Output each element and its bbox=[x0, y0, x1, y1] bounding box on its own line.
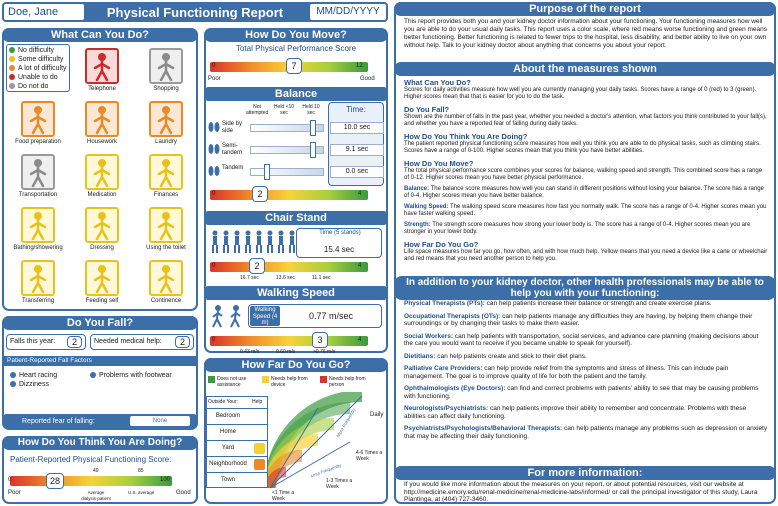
legend-label: Unable to do bbox=[18, 74, 58, 81]
far-row-label: Home bbox=[219, 429, 236, 435]
chair-max: 4 bbox=[358, 263, 362, 269]
factor-heart-racing bbox=[10, 372, 57, 380]
far-legend-none bbox=[208, 376, 258, 388]
walking-person-icon bbox=[210, 304, 246, 328]
balance-row bbox=[206, 162, 386, 182]
section-text: Life space measures how far you go, how often, and with how much help. Yellow means that you need a device like a cane or wheelchair and red means that you need another person to help you. bbox=[404, 249, 768, 262]
balance-row bbox=[206, 140, 386, 160]
task-label: Using the toilet bbox=[146, 245, 186, 251]
task-housework bbox=[72, 101, 132, 151]
self-report-poor: Poor bbox=[8, 490, 21, 496]
about-title: About the measures shown bbox=[394, 62, 776, 76]
balance-bar bbox=[210, 190, 368, 200]
chair-time: 15.4 sec bbox=[323, 245, 355, 254]
self-report-tick-label-85: U.S. average bbox=[128, 490, 155, 495]
measure-section bbox=[404, 78, 768, 101]
walking-bar bbox=[210, 336, 368, 346]
far-legend-label: Does not use assistance bbox=[217, 376, 247, 388]
professional-item bbox=[404, 385, 768, 400]
balance-max: 4 bbox=[358, 191, 362, 197]
task-label: Dressing bbox=[90, 245, 114, 251]
fall-factors-title: Patient-Reported Fall Factors bbox=[4, 356, 196, 366]
task-label: Housework bbox=[86, 139, 117, 145]
feet-icon bbox=[208, 142, 220, 156]
professional-name: Ophthalmologists (Eye Doctors): bbox=[404, 385, 506, 392]
freq-daily: Daily bbox=[370, 412, 384, 418]
tpps-min: 0 bbox=[212, 63, 216, 69]
tpps-good: Good bbox=[360, 76, 375, 82]
section-text: The strength score measures how strong your lower body is. The score has a range of 0-4. Higher scores mean you are stronger in your lower body. bbox=[404, 222, 751, 235]
balance-row-label: Side by side bbox=[222, 121, 243, 134]
chair-stand-person-icon bbox=[265, 230, 275, 254]
balance-row-label: Semi-tandem bbox=[222, 143, 243, 156]
chair-stand-person-icon bbox=[232, 230, 242, 254]
task-bathing-showering bbox=[8, 207, 68, 257]
self-report-tick-85: 85 bbox=[138, 468, 144, 474]
task-label: Laundry bbox=[155, 139, 177, 145]
green-square-icon bbox=[208, 376, 215, 383]
helper-icon bbox=[254, 459, 265, 470]
far-legend-label: Needs help from device bbox=[271, 376, 308, 388]
report-date: MM/DD/YYYY bbox=[310, 4, 386, 20]
factor-footwear bbox=[90, 372, 172, 380]
self-report-score-value: 28 bbox=[46, 473, 64, 489]
walking-speed-title: Walking Speed bbox=[206, 286, 386, 300]
far-row-label: Town bbox=[220, 477, 235, 483]
task-label: Shopping bbox=[153, 86, 179, 92]
toilet-icon bbox=[149, 207, 183, 243]
finances-icon bbox=[149, 154, 183, 190]
chair-tick-3: 11.1 sec bbox=[312, 275, 331, 281]
help-value: 2 bbox=[175, 336, 190, 348]
self-report-max: 100 bbox=[160, 477, 171, 483]
professional-item bbox=[404, 313, 768, 328]
factor-label: Problems with footwear bbox=[99, 372, 172, 379]
task-label: Food preparation bbox=[15, 139, 61, 145]
professional-item bbox=[404, 365, 768, 380]
balance-row bbox=[206, 118, 386, 138]
tpps-title: Total Physical Performance Score bbox=[235, 44, 357, 53]
chair-tick-2: 13.6 sec bbox=[276, 275, 295, 281]
task-label: Bathing/showering bbox=[13, 245, 63, 251]
help-label: Needed medical help: bbox=[94, 338, 162, 345]
section-heading: Balance: bbox=[404, 186, 430, 192]
professionals-title: In addition to your kidney doctor, other health professionals may be able to help you with your functioning: bbox=[394, 276, 776, 300]
falls-value: 2 bbox=[67, 336, 82, 348]
balance-col-held-full: Held 10 sec bbox=[302, 104, 320, 116]
professional-name: Palliative Care Providers: bbox=[404, 365, 483, 372]
task-label: Feeding self bbox=[85, 298, 119, 304]
task-using-the-toilet bbox=[136, 207, 196, 257]
red-square-icon bbox=[320, 376, 327, 383]
section-heading: Strength: bbox=[404, 222, 431, 228]
chair-stand-person-icon bbox=[254, 230, 264, 254]
far-outside-header: Outside Your: bbox=[208, 399, 239, 405]
about-sections bbox=[404, 78, 768, 270]
task-label: Telephone bbox=[88, 86, 116, 92]
chair-stand-person-icon bbox=[243, 230, 253, 254]
task-laundry bbox=[136, 101, 196, 151]
measure-section bbox=[404, 222, 768, 236]
far-row bbox=[206, 472, 268, 488]
professional-item bbox=[404, 425, 768, 440]
info-title: For more information: bbox=[394, 466, 776, 480]
factor-label: Dizziness bbox=[19, 381, 49, 388]
self-report-min: 0 bbox=[8, 477, 12, 483]
task-shopping bbox=[136, 48, 196, 98]
factor-dizziness bbox=[10, 381, 49, 389]
self-report-tick-label-49: Average dialysis patient bbox=[81, 490, 111, 501]
walking-speed-label: Walking Speed (4 m) bbox=[250, 306, 280, 326]
self-report-good: Good bbox=[176, 490, 191, 496]
walking-figures bbox=[210, 304, 246, 328]
legend-label: No difficulty bbox=[18, 47, 55, 54]
task-label: Transportation bbox=[18, 192, 58, 198]
section-heading: How Do You Move? bbox=[404, 159, 474, 168]
balance-row-bar bbox=[250, 168, 324, 176]
balance-row-marker bbox=[310, 120, 316, 136]
chair-stand-person-icon bbox=[210, 230, 220, 254]
task-medication bbox=[72, 154, 132, 204]
task-transportation bbox=[8, 154, 68, 204]
chair-min: 0 bbox=[212, 263, 216, 269]
bullet-icon bbox=[90, 372, 96, 378]
chair-stand-figures bbox=[210, 230, 306, 254]
section-text: Scores for daily activities measure how well you are currently managing your daily tasks. Scores have a range of 0 (red) to 3 (green). Higher scores mean that that is easier for you to do the task. bbox=[404, 87, 757, 100]
professional-name: Physical Therapists (PTs): bbox=[404, 300, 485, 307]
tpps-poor: Poor bbox=[208, 76, 221, 82]
far-row-label: Neighborhood bbox=[209, 461, 247, 467]
balance-row-marker bbox=[264, 164, 270, 180]
task-grid bbox=[4, 44, 196, 310]
professional-desc: can find and correct problems with patients' ability to see that may be causing problems with functioning. bbox=[404, 385, 759, 400]
professional-name: Psychiatrists/Psychologists/Behavioral Therapists: bbox=[404, 425, 563, 432]
measure-section bbox=[404, 204, 768, 218]
continence-icon bbox=[149, 260, 183, 296]
professional-item bbox=[404, 353, 768, 361]
laundry-icon bbox=[149, 101, 183, 137]
medication-icon bbox=[85, 154, 119, 190]
far-legend-person bbox=[320, 376, 382, 388]
legend-label: A lot of difficulty bbox=[18, 65, 67, 72]
section-text: Shown are the number of falls in the past year, whether you needed a doctor's attention, what factors you think contributed to your fall(s), and whether you have a reported fear of falling during daily tasks. bbox=[404, 114, 767, 127]
task-finances bbox=[136, 154, 196, 204]
section-text: The walking speed score measures how fast you normally walk. The score has a range of 0-4. Higher scores mean you have faster walking speed. bbox=[404, 204, 767, 217]
measure-section bbox=[404, 159, 768, 182]
info-text: If you would like more information about the measures on your report, or about potential resources, visit our website at http://medicine.emory.edu/renal-medicine/renal-medicine-labs/informed/ or call the principal investigator of this study, Laura Plantinga, at (404) 727-3460. bbox=[404, 481, 758, 503]
tpps-max: 12 bbox=[356, 63, 363, 69]
purpose-title: Purpose of the report bbox=[394, 2, 776, 16]
section-text: The patient reported physical functioning score measures how well you think you are able to do physical tasks, such as climbing stairs. Scores have a range of 0-100. Higher scores mean that you think you have better abilities. bbox=[404, 141, 761, 154]
far-rows bbox=[206, 408, 268, 488]
legend-label: Some difficulty bbox=[18, 56, 64, 63]
dressing-icon bbox=[85, 207, 119, 243]
fear-label: Reported fear of falling: bbox=[22, 418, 95, 425]
professional-desc: can help patients increase their balance or strength and create exercise plans. bbox=[486, 300, 712, 307]
feet-icon bbox=[208, 164, 220, 178]
professional-item bbox=[404, 333, 768, 348]
task-label: Finances bbox=[153, 192, 179, 198]
falls-label: Falls this year: bbox=[10, 338, 56, 345]
balance-col-held-short: Held <10 sec bbox=[273, 104, 295, 116]
balance-min: 0 bbox=[212, 191, 216, 197]
section-text: The total physical performance score combines your scores for balance, walking speed and strength. This combined score has a range of 0-12. Higher scores mean you have better physical performance. bbox=[404, 168, 763, 181]
task-transferring bbox=[8, 260, 68, 310]
bullet-icon bbox=[10, 372, 16, 378]
task-telephone bbox=[72, 48, 132, 98]
professional-desc: can help patients manage any problems such as depression or anxiety that may be affecting their daily functioning. bbox=[404, 425, 768, 440]
tpps-value: 7 bbox=[286, 58, 302, 74]
chair-value: 2 bbox=[249, 258, 265, 274]
feet-icon bbox=[208, 120, 220, 134]
fall-title: Do You Fall? bbox=[2, 316, 198, 330]
professional-name: Neurologists/Psychiatrists: bbox=[404, 405, 489, 412]
professional-item bbox=[404, 405, 768, 420]
measure-section bbox=[404, 186, 768, 200]
section-text: The balance score measures how well you can stand in different positions without losing your balance. The score has a range of 0-4. Higher scores mean you have better balance. bbox=[404, 186, 764, 199]
walking-tick-2: 0.60 m/s bbox=[276, 349, 296, 355]
chair-stand-title: Chair Stand bbox=[206, 211, 386, 225]
task-label: Transferring bbox=[21, 298, 55, 304]
shower-icon bbox=[21, 207, 55, 243]
far-row-label: Bedroom bbox=[215, 413, 241, 419]
professionals-list bbox=[404, 300, 768, 458]
car-icon bbox=[21, 154, 55, 190]
self-report-score-bar bbox=[10, 476, 172, 486]
balance-value: 2 bbox=[252, 186, 268, 202]
legend-label: Do not do bbox=[18, 83, 49, 90]
task-label: Continence bbox=[150, 298, 182, 304]
far-row bbox=[206, 408, 268, 424]
bullet-icon bbox=[10, 381, 16, 387]
balance-time-label: Time: bbox=[346, 105, 366, 114]
balance-row-time: 0.0 sec bbox=[330, 166, 384, 178]
professional-desc: can help patients with transportation, social services, and advance care planning (making decisions about the care you would want to receive if you became unable to speak for yourself). bbox=[404, 332, 759, 347]
walking-value: 3 bbox=[312, 332, 328, 348]
measure-section bbox=[404, 132, 768, 155]
walking-tick-3: >0.76 m/s bbox=[313, 349, 336, 355]
measure-section bbox=[404, 240, 768, 263]
life-space-title: How Far Do You Go? bbox=[204, 358, 388, 372]
purpose-text: This report provides both you and your kidney doctor information about your functioning. Your functioning measures how well you are able to do your usual daily tasks. This report uses a color scale, where red means worse functioning and green means better functioning. Better functioning is related to fewer trips to the hospital, less disability, and better ability to live on your own without help. Talk to your kidney doctor about anything that concerns you about your report. bbox=[404, 18, 767, 49]
self-report-tick-49: 49 bbox=[93, 468, 99, 474]
freq-less: Less Frequently bbox=[309, 462, 342, 479]
patient-name: Doe, Jane bbox=[4, 4, 84, 20]
shopping-icon bbox=[149, 48, 183, 84]
professional-desc: can help provide relief from the symptoms and stress of illness. This can include pain management. The goal is to improve quality of life for both the patient and the family. bbox=[404, 365, 729, 380]
professional-name: Occupational Therapists (OTs): bbox=[404, 312, 501, 320]
balance-rows bbox=[206, 118, 386, 184]
task-label: Medication bbox=[87, 192, 117, 198]
balance-row-time: 9.1 sec bbox=[330, 144, 384, 156]
professional-desc: can help patients create and stick to their diet plans. bbox=[437, 352, 587, 360]
chair-bar bbox=[210, 262, 368, 272]
yellow-square-icon bbox=[262, 376, 269, 383]
balance-row-label: Tandem bbox=[222, 165, 244, 171]
food-preparation-icon bbox=[21, 101, 55, 137]
walking-max: 4 bbox=[358, 337, 362, 343]
professional-item bbox=[404, 300, 768, 308]
professional-name: Social Workers: bbox=[404, 332, 454, 340]
section-heading: How Do You Think You Are Doing? bbox=[404, 132, 528, 141]
task-food-preparation bbox=[8, 101, 68, 151]
chair-tick-1: 16.7 sec bbox=[240, 275, 259, 281]
professional-desc: can help patients improve their ability to remember and concentrate. Problems with these abilities can affect daily functioning. bbox=[404, 405, 747, 420]
far-row bbox=[206, 440, 268, 456]
walking-speed-value: 0.77 m/sec bbox=[308, 311, 354, 321]
self-report-title: How Do You Think You Are Doing? bbox=[2, 436, 198, 450]
far-legend-label: Needs help from person bbox=[329, 376, 366, 388]
telephone-icon bbox=[85, 48, 119, 84]
chair-time-label: Time (5 stands) bbox=[319, 230, 361, 236]
task-continence bbox=[136, 260, 196, 310]
professional-name: Dietitians: bbox=[404, 352, 436, 360]
far-row bbox=[206, 424, 268, 440]
transferring-icon bbox=[21, 260, 55, 296]
balance-col-not-attempted: Not attempted bbox=[246, 104, 269, 116]
measure-section bbox=[404, 105, 768, 128]
balance-row-time: 10.0 sec bbox=[330, 122, 384, 134]
cane-icon bbox=[254, 443, 265, 454]
housework-icon bbox=[85, 101, 119, 137]
what-can-you-do-title: What Can You Do? bbox=[2, 28, 198, 42]
fear-value: None bbox=[130, 416, 190, 426]
factor-label: Heart racing bbox=[19, 372, 58, 379]
far-legend-device bbox=[262, 376, 316, 388]
far-row bbox=[206, 456, 268, 472]
freq-4-6: 4-6 Times a Week bbox=[356, 450, 383, 462]
how-do-you-move-title: How Do You Move? bbox=[204, 28, 388, 42]
section-heading: Do You Fall? bbox=[404, 105, 450, 114]
walking-tick-1: 0.43 m/s bbox=[240, 349, 260, 355]
freq-less-1: <1 Time a Week bbox=[272, 490, 295, 502]
self-report-score-title: Patient-Reported Physical Functioning Score: bbox=[10, 455, 172, 464]
freq-more: More Frequently bbox=[335, 407, 357, 439]
balance-title: Balance bbox=[206, 87, 386, 101]
section-heading: How Far Do You Go? bbox=[404, 240, 479, 249]
chair-stand-person-icon bbox=[221, 230, 231, 254]
balance-row-marker bbox=[310, 142, 316, 158]
professional-desc: can help patients manage any difficulties they are having, by helping them change their surroundings or by changing their tasks to make them easier. bbox=[404, 312, 753, 327]
walking-min: 0 bbox=[212, 337, 216, 343]
far-row-label: Yard bbox=[221, 445, 235, 451]
task-dressing bbox=[72, 207, 132, 257]
section-heading: Walking Speed: bbox=[404, 204, 449, 210]
report-title: Physical Functioning Report bbox=[106, 5, 284, 20]
section-heading: What Can You Do? bbox=[404, 78, 471, 87]
far-help-header: Help bbox=[252, 399, 263, 405]
feeding-icon bbox=[85, 260, 119, 296]
chair-stand-person-icon bbox=[276, 230, 286, 254]
task-feeding-self bbox=[72, 260, 132, 310]
freq-1-3: 1-3 Times a Week bbox=[326, 478, 353, 490]
